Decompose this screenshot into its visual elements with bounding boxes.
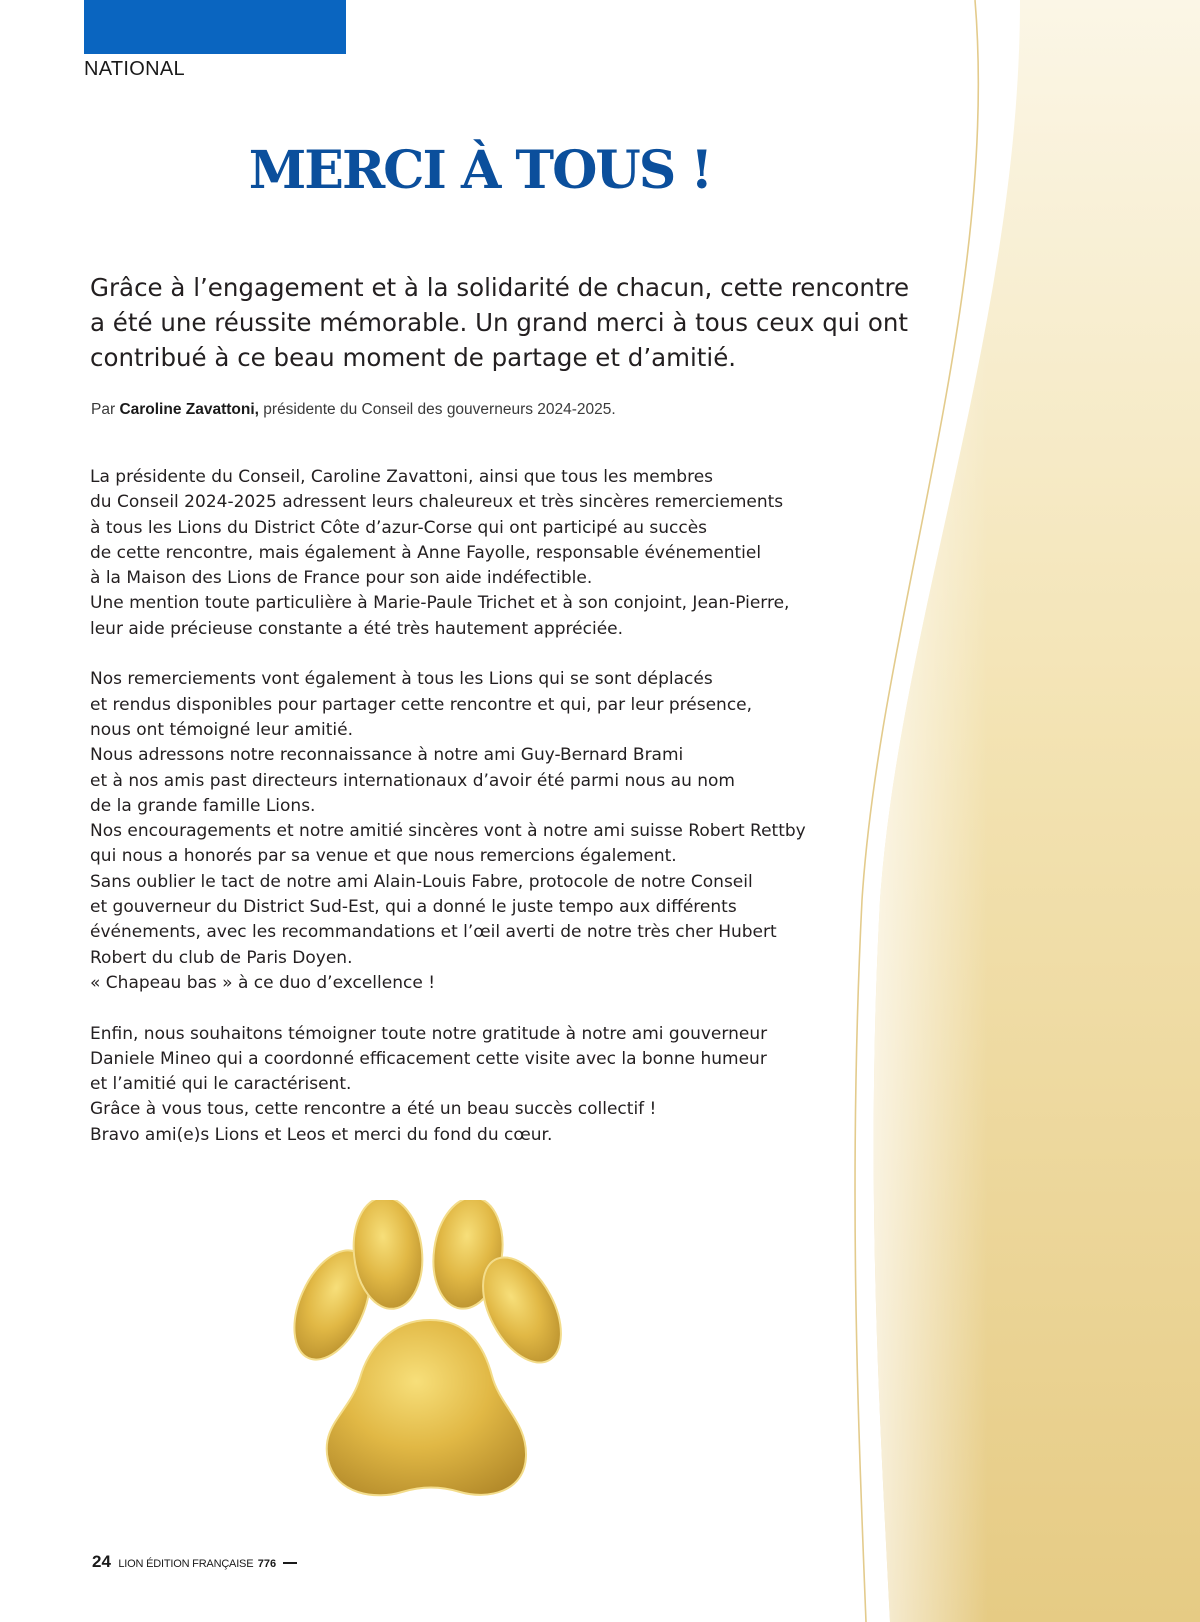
body-line: et l’amitié qui le caractérisent.	[90, 1074, 352, 1095]
byline-role: présidente du Conseil des gouverneurs 2024-2025.	[263, 401, 616, 418]
body-paragraph	[90, 667, 850, 996]
body-line: La présidente du Conseil, Caroline Zavattoni, ainsi que tous les membres	[90, 467, 714, 487]
body-line: de cette rencontre, mais également à Anne Fayolle, responsable événementiel	[90, 542, 762, 563]
article-title: MERCI À TOUS !	[248, 140, 712, 201]
section-label: NATIONAL	[84, 58, 185, 80]
body-line: et à nos amis past directeurs internationaux d’avoir été parmi nous au nom	[90, 770, 735, 791]
body-line: à la Maison des Lions de France pour son aide indéfectible.	[90, 568, 593, 589]
body-paragraph	[90, 1022, 850, 1148]
body-line: et rendus disponibles pour partager cette rencontre et qui, par leur présence,	[90, 694, 753, 715]
body-paragraph	[90, 465, 850, 642]
body-line: nous ont témoigné leur amitié.	[90, 719, 353, 740]
article-body	[90, 465, 850, 1173]
body-line: qui nous a honorés par sa venue et que nous remercions également.	[90, 846, 677, 867]
footer-dash	[283, 1562, 297, 1564]
body-line: Grâce à vous tous, cette rencontre a été un beau succès collectif !	[90, 1099, 657, 1120]
page-footer	[92, 1552, 297, 1572]
paw-print-icon	[290, 1200, 580, 1510]
body-line: événements, avec les recommandations et l’œil averti de notre très cher Hubert	[90, 922, 777, 943]
body-line: Daniele Mineo qui a coordonné efficacement cette visite avec la bonne humeur	[90, 1048, 767, 1069]
body-line: leur aide précieuse constante a été très hautement appréciée.	[90, 618, 624, 639]
body-line: du Conseil 2024-2025 adressent leurs chaleureux et très sincères remerciements	[90, 492, 784, 513]
body-line: Nos remerciements vont également à tous les Lions qui se sont déplacés	[90, 669, 713, 690]
body-line: à tous les Lions du District Côte d’azur-Corse qui ont participé au succès	[90, 517, 708, 538]
article-byline	[91, 401, 616, 419]
body-line: Bravo ami(e)s Lions et Leos et merci du fond du cœur.	[90, 1124, 553, 1145]
body-line: Robert du club de Paris Doyen.	[90, 947, 353, 968]
paw-pad	[327, 1320, 526, 1495]
body-line: Enfin, nous souhaitons témoigner toute notre gratitude à notre ami gouverneur	[90, 1023, 768, 1044]
page-number: 24	[92, 1552, 111, 1571]
issue-number: 776	[257, 1558, 277, 1570]
body-line: « Chapeau bas » à ce duo d’excellence !	[90, 972, 436, 993]
body-line: Une mention toute particulière à Marie-Paule Trichet et à son conjoint, Jean-Pierre,	[90, 593, 790, 614]
body-line: Sans oublier le tact de notre ami Alain-Louis Fabre, protocole de notre Conseil	[90, 871, 753, 892]
publication-name: LION ÉDITION FRANÇAISE	[118, 1558, 254, 1570]
body-line: Nous adressons notre reconnaissance à notre ami Guy-Bernard Brami	[90, 745, 684, 766]
body-line: Nos encouragements et notre amitié sincères vont à notre ami suisse Robert Rettby	[90, 821, 806, 842]
body-line: de la grande famille Lions.	[90, 795, 316, 816]
byline-prefix: Par	[91, 401, 116, 418]
section-color-bar	[84, 0, 346, 54]
body-line: et gouverneur du District Sud-Est, qui a donné le juste tempo aux différents	[90, 897, 737, 918]
article-lead: Grâce à l’engagement et à la solidarité de chacun, cette rencontre a été une réussite mémorable. Un grand merci à tous ceux qui ont contribué à ce beau moment de partage et d’amitié.	[90, 273, 910, 372]
byline-author: Caroline Zavattoni,	[119, 401, 259, 418]
